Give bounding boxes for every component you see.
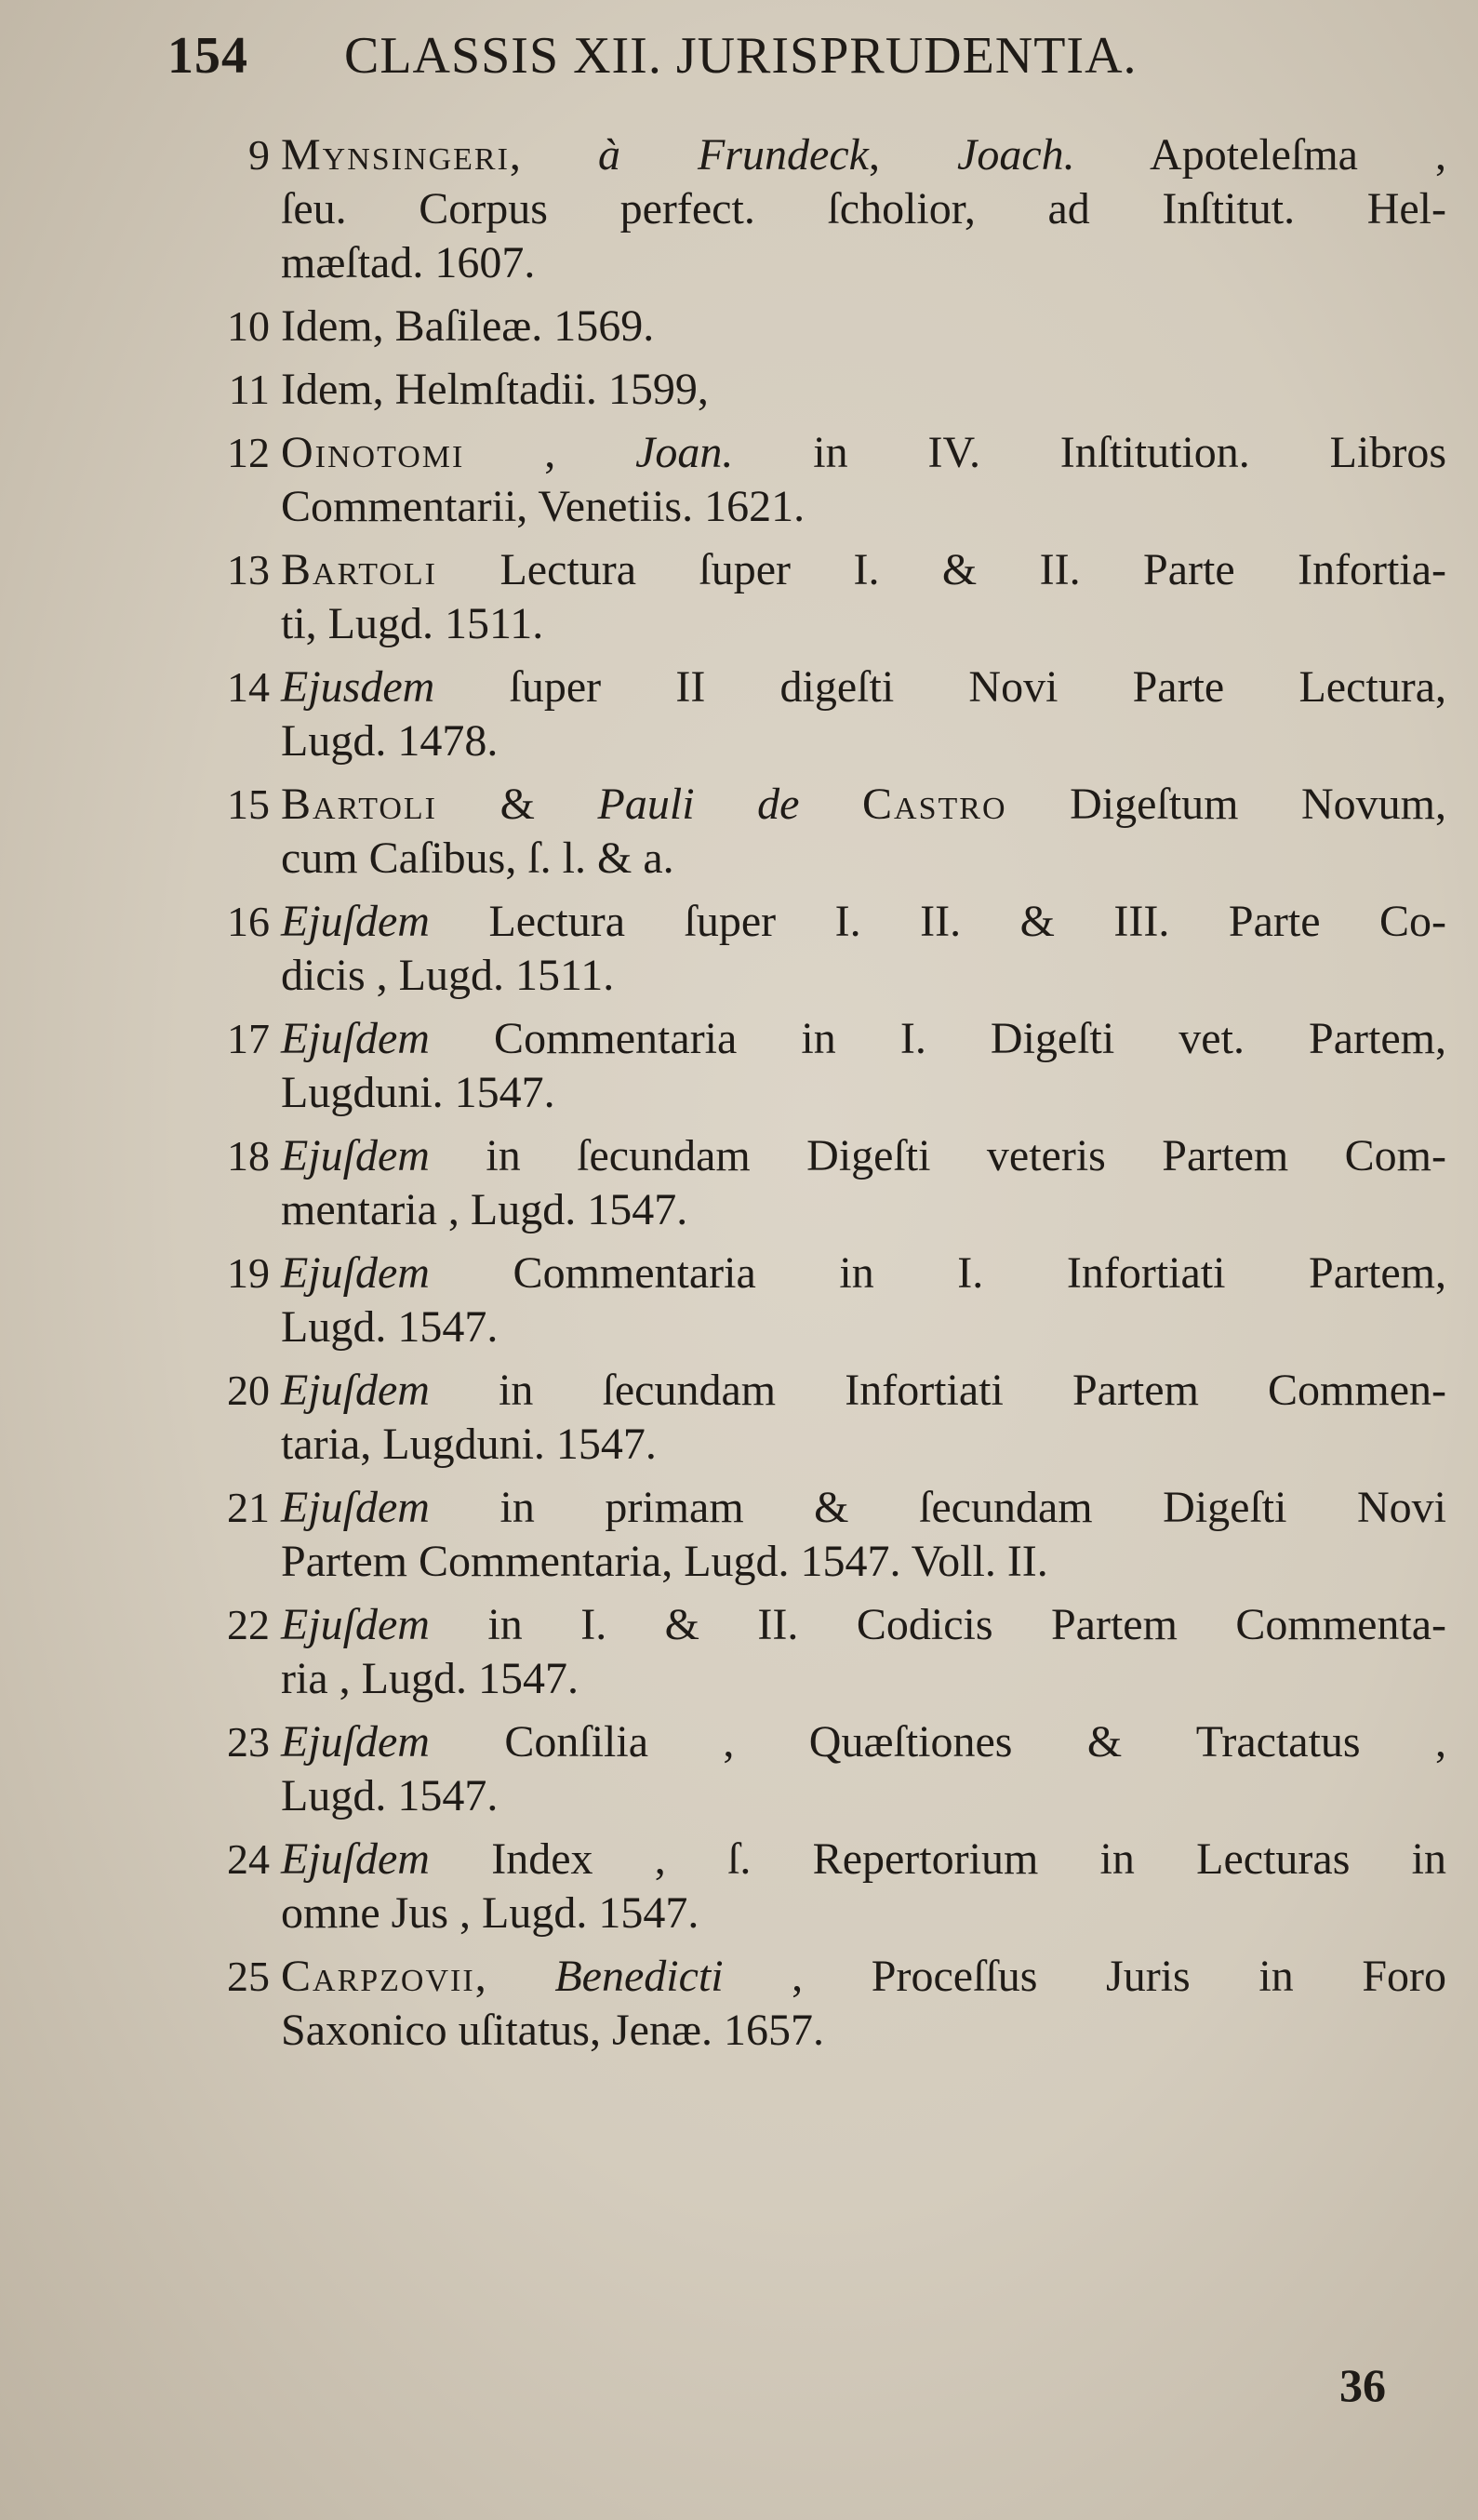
section-title: CLASSIS XII. JURISPRUDENTIA. — [344, 27, 1138, 85]
entry-text: mentaria , Lugd. 1547. — [281, 1185, 688, 1234]
entry-text: Lectura ſuper I. & II. Parte Infortia- — [437, 545, 1446, 594]
entry-line — [281, 1715, 1446, 1769]
entry-text: Commentarii, Venetiis. 1621. — [281, 482, 806, 531]
catalogue-entry — [167, 1012, 1446, 1120]
entry-text — [799, 780, 862, 829]
entry-line — [281, 1833, 1446, 1887]
italic-text: Joan. — [635, 428, 734, 477]
entry-number: 24 — [227, 1835, 270, 1883]
entry-text: , — [509, 130, 598, 180]
entry-line — [281, 714, 1446, 768]
entry-text: in ſecundam Infortiati Partem Commen- — [429, 1366, 1446, 1415]
entry-line — [281, 426, 1446, 480]
catalogue-entry — [167, 1598, 1446, 1706]
entry-number: 9 — [248, 131, 270, 179]
entry-text: ria , Lugd. 1547. — [281, 1654, 579, 1703]
running-header — [167, 26, 1138, 86]
entry-text: , — [868, 130, 958, 180]
catalogue-entries — [167, 128, 1446, 2067]
entry-line — [281, 1129, 1446, 1183]
entry-text: Partem Commentaria, Lugd. 1547. Voll. II. — [281, 1537, 1048, 1586]
entry-number: 18 — [227, 1132, 270, 1180]
entry-text: , — [464, 428, 636, 477]
entry-text: mæſtad. 1607. — [281, 238, 536, 287]
entry-line — [281, 1183, 1446, 1237]
entry-line — [281, 832, 1446, 886]
entry-line — [281, 949, 1446, 1003]
author-name: Oinotomi — [281, 428, 465, 477]
entry-number: 11 — [228, 366, 270, 413]
author-name: Carpzovii — [281, 1952, 475, 2001]
entry-line — [281, 1247, 1446, 1300]
entry-line — [281, 1598, 1446, 1652]
entry-line — [281, 1418, 1446, 1472]
italic-text: Ejuſdem — [281, 1131, 430, 1180]
italic-text: Ejuſdem — [281, 1483, 430, 1532]
entry-text: in ſecundam Digeſti veteris Partem Com- — [429, 1131, 1446, 1180]
italic-text: Benedicti — [554, 1952, 724, 2001]
entry-text: Conſilia , Quæſtiones & Tractatus , — [429, 1717, 1446, 1767]
italic-text: Joach. — [957, 130, 1075, 180]
entry-line — [281, 1066, 1446, 1120]
entry-number: 10 — [227, 302, 270, 350]
entry-number: 23 — [227, 1718, 270, 1766]
entry-text: Digeſtum Novum, — [1006, 780, 1447, 829]
author-name: Bartoli — [281, 780, 438, 829]
italic-text: Ejuſdem — [281, 1834, 430, 1884]
italic-text: Ejusdem — [281, 662, 435, 712]
italic-text: Ejuſdem — [281, 1248, 430, 1298]
entry-text: cum Caſibus, ſ. l. & a. — [281, 833, 674, 883]
entry-text: ſuper II digeſti Novi Parte Lectura, — [434, 662, 1446, 712]
entry-number: 17 — [227, 1015, 270, 1062]
entry-line — [281, 1300, 1446, 1354]
entry-line — [281, 1652, 1446, 1706]
entry-text: ſeu. Corpus perfect. ſcholior, ad Inſtitut. Hel- — [281, 184, 1446, 233]
entry-number: 19 — [227, 1249, 270, 1297]
entry-line — [281, 128, 1446, 182]
page-number: 154 — [167, 27, 248, 85]
entry-line — [281, 778, 1446, 832]
entry-text: & — [437, 780, 598, 829]
entry-line — [281, 363, 1446, 417]
author-name: Bartoli — [281, 545, 438, 594]
italic-text: Ejuſdem — [281, 1014, 430, 1063]
catalogue-entry — [167, 778, 1446, 886]
entry-text: Idem, Baſileæ. 1569. — [281, 301, 655, 351]
italic-text: à Frundeck — [597, 130, 869, 180]
entry-text: Lugd. 1478. — [281, 716, 499, 766]
entry-line — [281, 1769, 1446, 1823]
italic-text: Ejuſdem — [281, 1366, 430, 1415]
author-name: Castro — [862, 780, 1007, 829]
entry-line — [281, 2004, 1446, 2058]
catalogue-entry — [167, 895, 1446, 1003]
entry-text: , Proceſſus Juris in Foro — [723, 1952, 1446, 2001]
entry-line — [281, 1887, 1446, 1940]
entry-line — [281, 1950, 1446, 2004]
entry-text: in primam & ſecundam Digeſti Novi — [429, 1483, 1446, 1532]
italic-text: Ejuſdem — [281, 1717, 430, 1767]
entry-text: in I. & II. Codicis Partem Commenta- — [429, 1600, 1446, 1649]
entry-line — [281, 1481, 1446, 1535]
entry-text: dicis , Lugd. 1511. — [281, 951, 615, 1000]
entry-number: 25 — [227, 1953, 270, 2000]
catalogue-entry — [167, 1950, 1446, 2058]
entry-number: 12 — [227, 429, 270, 476]
entry-text: taria, Lugduni. 1547. — [281, 1420, 657, 1469]
entry-line — [281, 597, 1446, 651]
entry-number: 21 — [227, 1484, 270, 1531]
entry-line — [281, 480, 1446, 534]
catalogue-entry — [167, 426, 1446, 534]
entry-text: Lugduni. 1547. — [281, 1068, 555, 1117]
catalogue-entry — [167, 1364, 1446, 1472]
entry-line — [281, 1364, 1446, 1418]
entry-line — [281, 236, 1446, 290]
catalogue-entry — [167, 660, 1446, 768]
catalogue-entry — [167, 1247, 1446, 1354]
signature-mark: 36 — [1339, 2359, 1386, 2411]
entry-line — [281, 1535, 1446, 1589]
catalogue-entry — [167, 1833, 1446, 1940]
entry-number: 15 — [227, 780, 270, 828]
entry-text: Commentaria in I. Digeſti vet. Partem, — [429, 1014, 1446, 1063]
entry-line — [281, 1012, 1446, 1066]
entry-line — [281, 300, 1446, 353]
entry-number: 13 — [227, 546, 270, 593]
entry-text: ti, Lugd. 1511. — [281, 599, 544, 648]
entry-text: omne Jus , Lugd. 1547. — [281, 1888, 699, 1938]
catalogue-entry — [167, 1481, 1446, 1589]
italic-text: Ejuſdem — [281, 897, 430, 946]
catalogue-entry — [167, 1129, 1446, 1237]
entry-number: 20 — [227, 1367, 270, 1414]
entry-line — [281, 543, 1446, 597]
entry-line — [281, 182, 1446, 236]
entry-text: Commentaria in I. Infortiati Partem, — [429, 1248, 1446, 1298]
catalogue-entry — [167, 543, 1446, 651]
entry-text: Lugd. 1547. — [281, 1771, 499, 1820]
entry-text: Lectura ſuper I. II. & III. Parte Co- — [429, 897, 1446, 946]
italic-text: Ejuſdem — [281, 1600, 430, 1649]
author-name: Mynsingeri — [281, 130, 510, 180]
entry-line — [281, 660, 1446, 714]
catalogue-entry — [167, 1715, 1446, 1823]
catalogue-entry — [167, 300, 1446, 353]
entry-number: 14 — [227, 663, 270, 711]
entry-text: in IV. Inſtitution. Libros — [733, 428, 1446, 477]
entry-text: Lugd. 1547. — [281, 1302, 499, 1352]
entry-text: Apoteleſma , — [1074, 130, 1447, 180]
entry-text: Saxonico uſitatus, Jenæ. 1657. — [281, 2006, 824, 2055]
entry-text: Index , ſ. Repertorium in Lecturas in — [429, 1834, 1446, 1884]
entry-number: 22 — [227, 1601, 270, 1648]
entry-text: Idem, Helmſtadii. 1599, — [281, 365, 709, 414]
catalogue-entry — [167, 128, 1446, 290]
entry-text: , — [474, 1952, 555, 2001]
catalogue-entry — [167, 363, 1446, 417]
entry-number: 16 — [227, 898, 270, 945]
entry-line — [281, 895, 1446, 949]
italic-text: Pauli de — [597, 780, 800, 829]
